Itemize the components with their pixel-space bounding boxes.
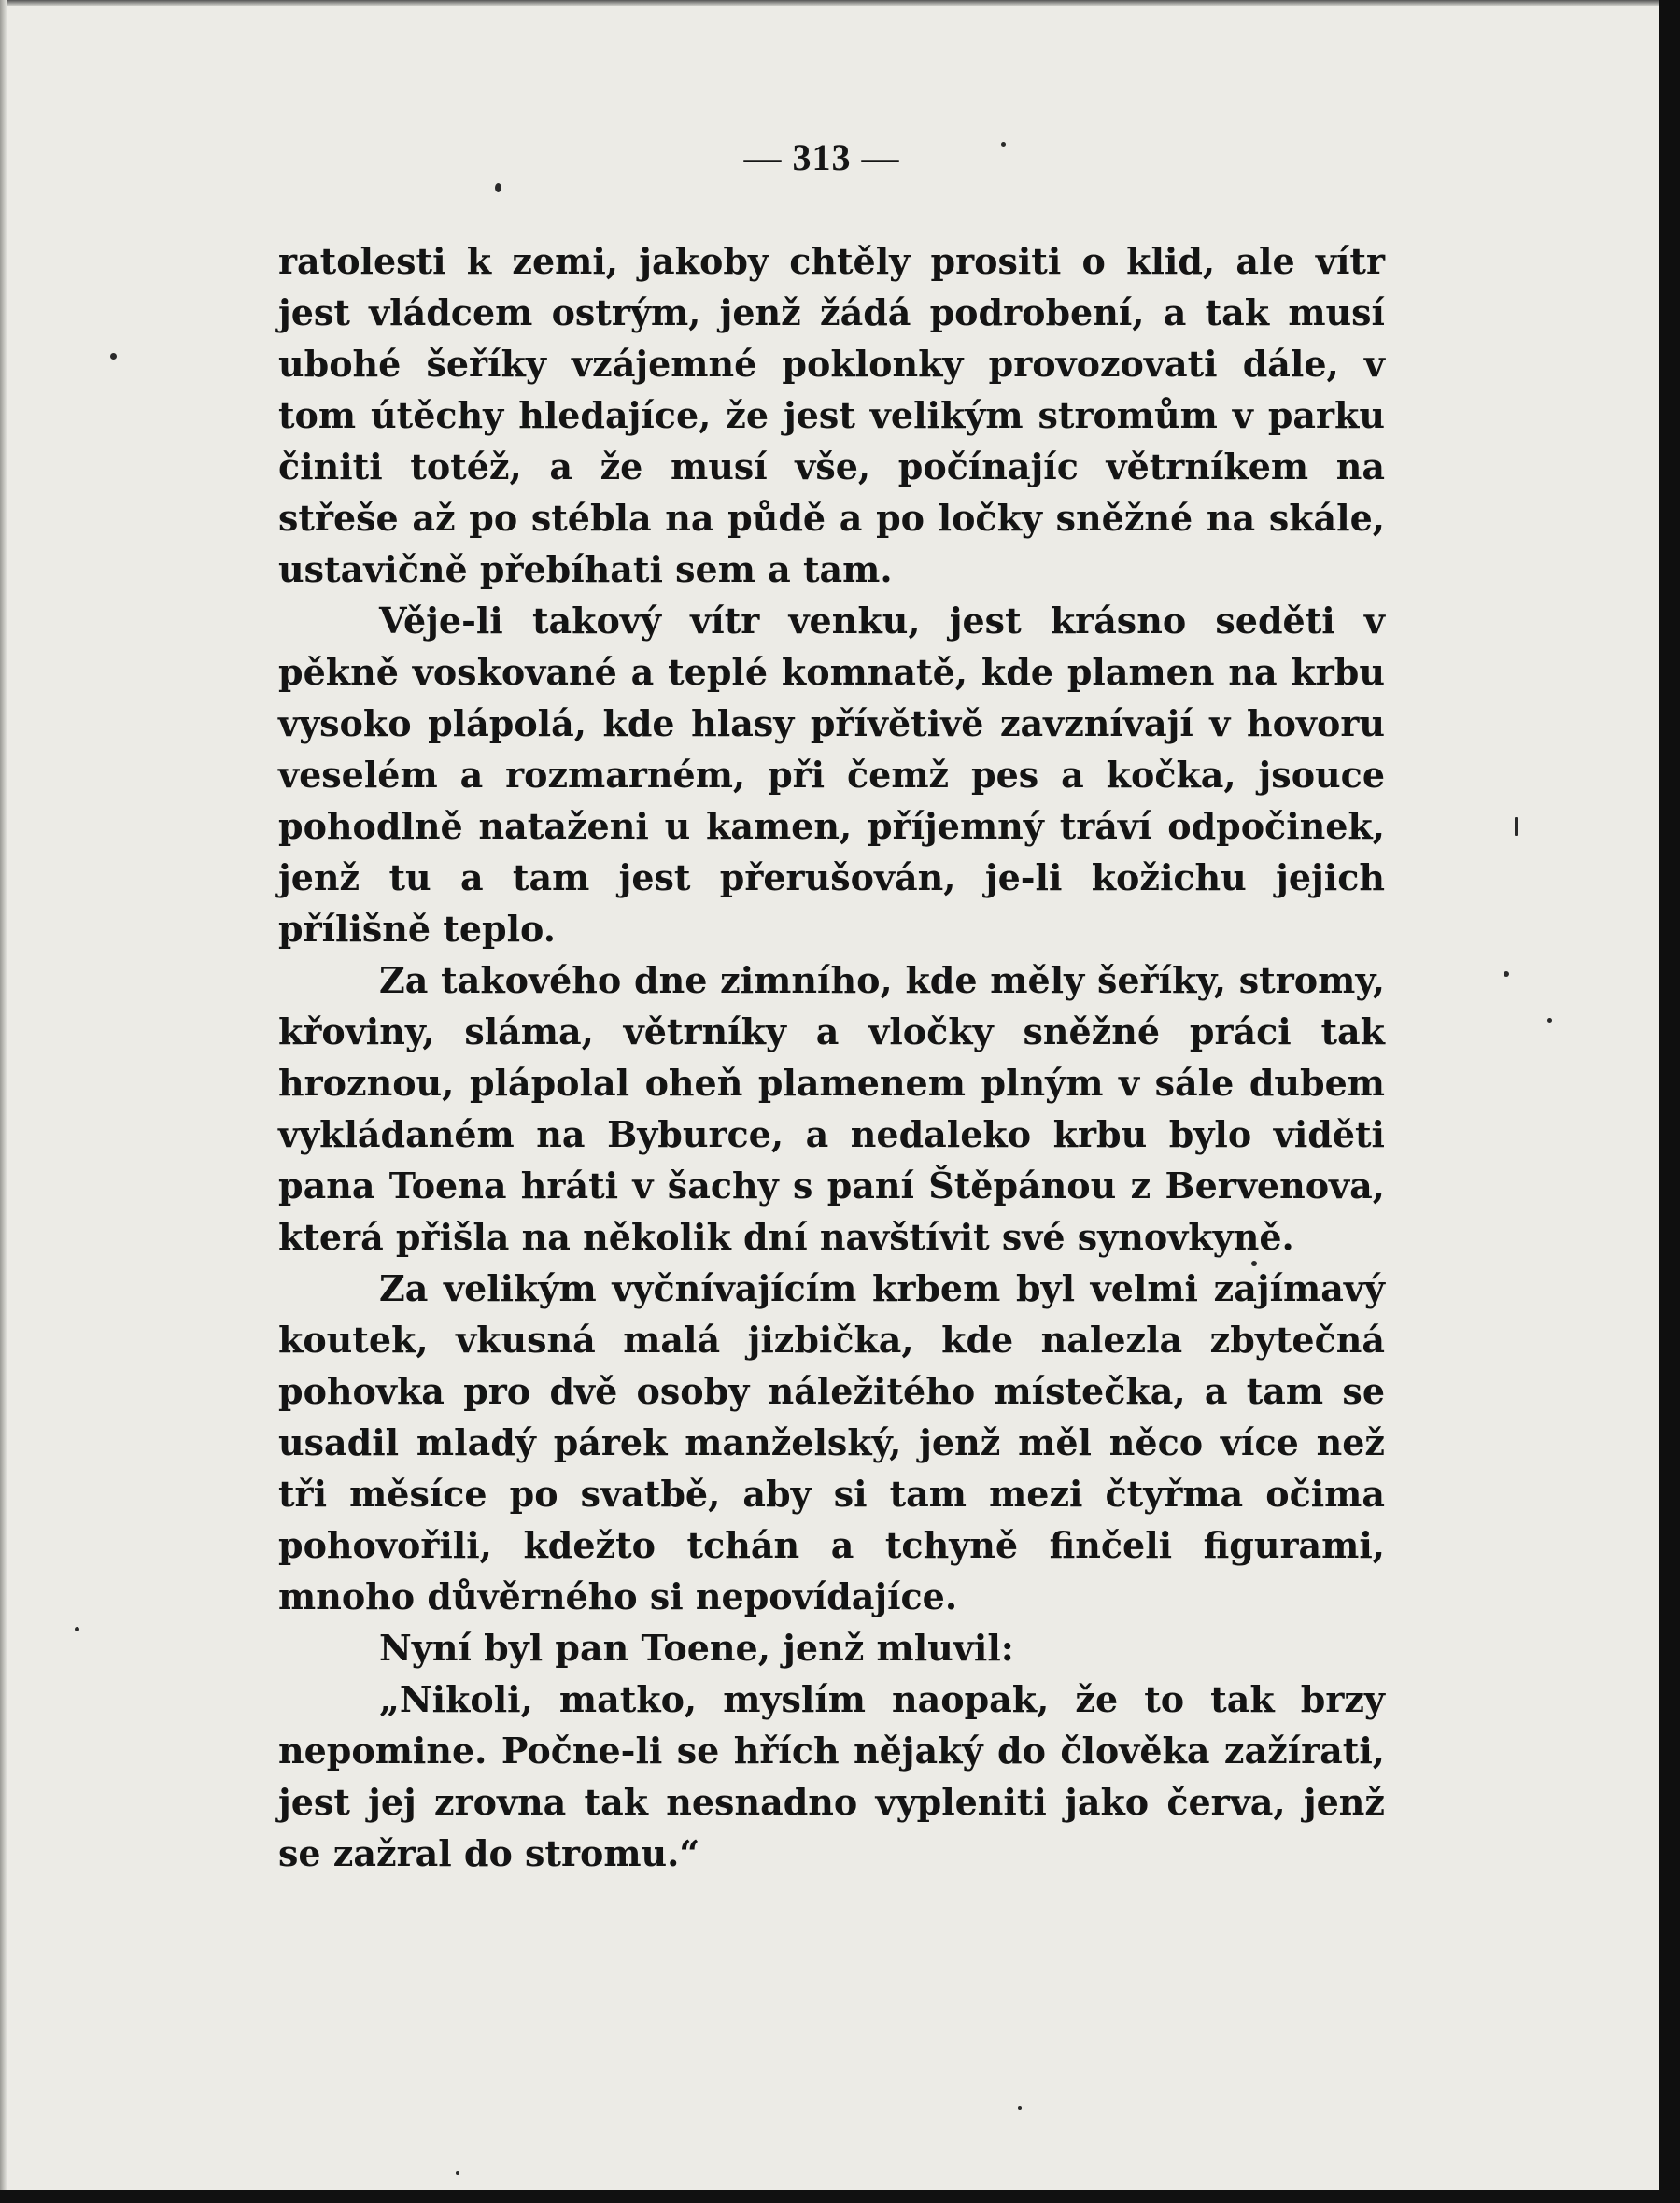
page-right-edge (1659, 0, 1680, 2203)
speck (1018, 2106, 1022, 2110)
page-top-edge (0, 0, 1680, 6)
paragraph: „Nikoli, matko, myslím naopak, že to tak brzy nepomine. Počne-li se hřích nějaký do člověka zažírati, jest jej zrovna tak nesnadno vypleniti jako červa, jenž se zažral do stromu.“ (278, 1678, 1385, 1874)
speck (1001, 142, 1006, 147)
paragraph: ratolesti k zemi, jakoby chtěly prositi o klid, ale vítr jest vládcem ostrým, jenž žádá podrobení, a tak musí ubohé šeříky vzájemné poklonky provozovati dále, v tom útěchy hledajíce, že jest velikým stromům v parku činiti totéž, a že musí vše, počínajíc větrníkem na střeše až po stébla na půdě a po ločky sněžné na skále, ustavičně přebíhati sem a tam. (278, 240, 1385, 590)
paragraph: Za velikým vyčnívajícím krbem byl velmi zajímavý koutek, vkusná malá jizbička, kde nalezla zbytečná pohovka pro dvě osoby náležitého místečka, a tam se usadil mladý párek manželský, jenž měl něco více než tři měsíce po svatbě, aby si tam mezi čtyřma očima pohovořili, kdežto tchán a tchyně finčeli figurami, mnoho důvěrného si nepovídajíce. (278, 1267, 1385, 1617)
speck (495, 183, 501, 192)
paragraph: Věje-li takový vítr venku, jest krásno seděti v pěkně voskované a teplé komnatě, kde plamen na krbu vysoko plápolá, kde hlasy přívětivě zavznívají v hovoru veselém a rozmarném, při čemž pes a kočka, jsouce pohodlně nataženi u kamen, příjemný tráví odpočinek, jenž tu a tam jest přerušován, je-li kožichu jejich přílišně teplo. (278, 600, 1385, 950)
page-left-edge (0, 0, 7, 2203)
speck (75, 1627, 79, 1631)
paragraph: Za takového dne zimního, kde měly šeříky, stromy, křoviny, sláma, větrníky a vločky sněžné práci tak hroznou, plápolal oheň plamenem plným v sále dubem vykládaném na Byburce, a nedaleko krbu bylo viděti pana Toena hráti v šachy s paní Štěpánou z Bervenova, která přišla na několik dní navštívit své synovkyně. (278, 959, 1385, 1258)
speck (1547, 1018, 1552, 1023)
body-text (278, 235, 1385, 1879)
speck (456, 2171, 459, 2175)
speck (1504, 971, 1509, 977)
speck (110, 353, 117, 360)
paragraph: Nyní byl pan Toene, jenž mluvil: (379, 1627, 1014, 1669)
page-bottom-edge (0, 2190, 1680, 2203)
page-number: — 313 — (743, 136, 900, 178)
speck (1515, 817, 1518, 836)
